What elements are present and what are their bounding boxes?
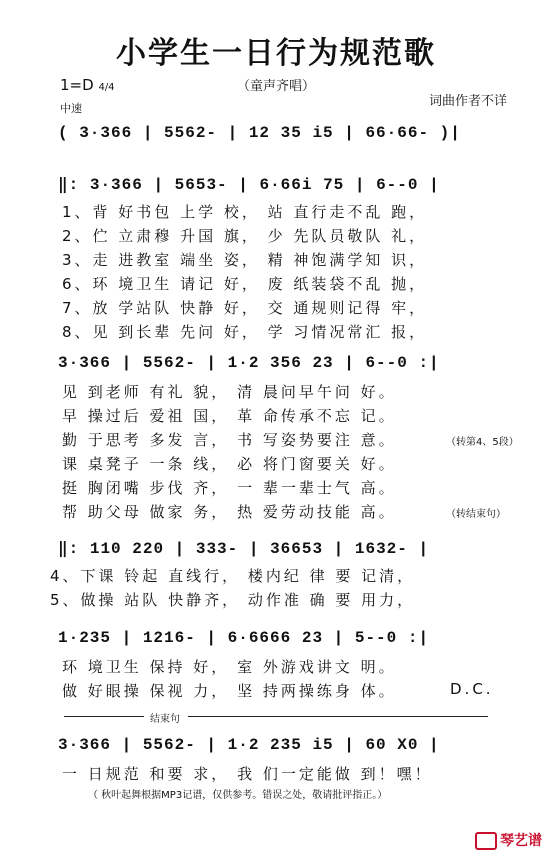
verse2-lyric-1: 见 到老师 有礼 貌， 清 晨问早午问 好。 [62, 383, 397, 401]
bridge2-notation: 1·235 | 1216- | 6·6666 23 | 5--0 :| [58, 629, 430, 647]
credit-line: 词曲作者不详 [428, 94, 507, 109]
song-title: 小学生一日行为规范歌 [116, 36, 436, 71]
site-logo [475, 830, 542, 850]
verse-lyric-3: 3、走 进教室 端坐 姿， 精 神饱满学知 识， [62, 251, 428, 269]
da-capo-marking: D.C. [450, 680, 494, 698]
verse-lyric-4: 6、环 境卫生 请记 好， 废 纸装袋不乱 抛， [62, 275, 428, 293]
verse-lyric-1: 1、背 好书包 上学 校， 站 直行走不乱 跑， [62, 203, 428, 221]
bridge-notation: ‖: 110 220 | 333- | 36653 | 1632- | [58, 540, 430, 558]
verse-lyric-6: 8、见 到长辈 先问 好， 学 习情况常汇 报， [62, 323, 428, 341]
logo-text: 琴艺谱 [500, 833, 542, 849]
verse-lyric-5: 7、放 学站队 快静 好， 交 通规则记得 牢， [62, 299, 428, 317]
ending-label: 结束句 [150, 714, 180, 725]
verse-lyric-2: 2、伫 立肃穆 升国 旗， 少 先队员敬队 礼， [62, 227, 428, 245]
verse2-lyric-2: 早 操过后 爱祖 国， 革 命传承不忘 记。 [62, 407, 397, 425]
bridge2-lyric-2: 做 好眼操 保视 力， 坚 持两操练身 体。 [62, 682, 397, 700]
verse-notation: ‖: 3·366 | 5653- | 6·66i 75 | 6--0 | [58, 176, 440, 194]
bridge2-lyric-1: 环 境卫生 保持 好， 室 外游戏讲文 明。 [62, 658, 397, 676]
verse2-lyric-3: 勤 于思考 多发 言， 书 写姿势要注 意。 [62, 431, 397, 449]
performance-note: （童声齐唱） [236, 79, 315, 94]
ending-annotation: （转结束句） [446, 509, 506, 520]
key-label: 1=D [60, 76, 94, 94]
verse2-lyric-5: 挺 胸闭嘴 步伐 齐， 一 辈一辈士气 高。 [62, 479, 397, 497]
logo-icon [475, 832, 497, 850]
ending-rule-left [64, 716, 144, 717]
ending-rule-right [188, 716, 488, 717]
bridge-lyric-1: 4、下课 铃起 直线行， 楼内纪 律 要 记清， [50, 567, 416, 585]
ending-notation: 3·366 | 5562- | 1·2 235 i5 | 60 X0 | [58, 736, 440, 754]
time-signature: 4/4 [98, 82, 115, 93]
verse2-notation: 3·366 | 5562- | 1·2 356 23 | 6--0 :| [58, 354, 440, 372]
transcription-note: （ 秋叶起舞根据MP3记谱，仅供参考。错误之处，敬请批评指正。） [88, 790, 388, 801]
repeat-annotation: （转第4、5段） [446, 437, 519, 448]
verse2-lyric-4: 课 桌凳子 一条 线， 必 将门窗要关 好。 [62, 455, 397, 473]
intro-notation: ( 3·366 | 5562- | 12 35 i5 | 66·66- )| [58, 124, 461, 142]
bridge-lyric-2: 5、做操 站队 快静齐， 动作准 确 要 用力， [50, 591, 416, 609]
ending-lyric: 一 日规范 和要 求， 我 们一定能做 到！嘿！ [62, 765, 433, 783]
verse2-lyric-6: 帮 助父母 做家 务， 热 爱劳动技能 高。 [62, 503, 397, 521]
key-signature [60, 76, 115, 94]
tempo-marking: 中速 [60, 102, 82, 115]
